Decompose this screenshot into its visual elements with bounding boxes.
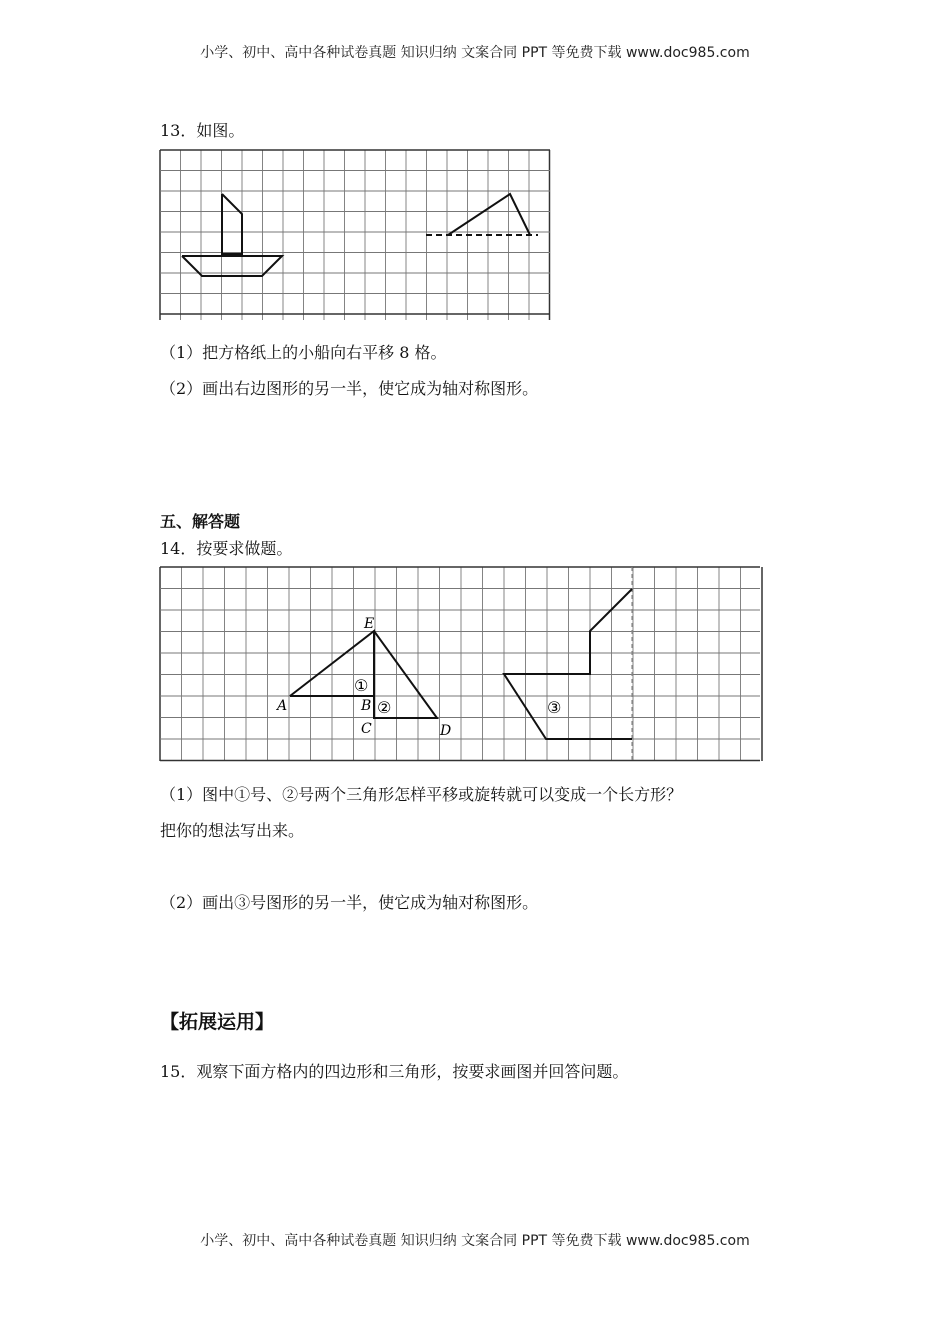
question-13-title: 13．如图。 xyxy=(160,121,245,140)
label-E: E xyxy=(364,616,375,632)
question-15-title: 15．观察下面方格内的四边形和三角形，按要求画图并回答问题。 xyxy=(160,1062,629,1081)
question-13-part-2: （2）画出右边图形的另一半，使它成为轴对称图形。 xyxy=(160,379,539,398)
grid-14-lines xyxy=(160,567,762,761)
marker-circled-2: ② xyxy=(377,698,392,717)
figure-3-half xyxy=(504,589,632,739)
label-C: C xyxy=(361,721,372,737)
label-D: D xyxy=(440,723,452,739)
label-A: A xyxy=(277,698,288,714)
grid-13-figure xyxy=(160,150,552,322)
extension-title: 【拓展运用】 xyxy=(160,1011,275,1033)
question-14-part-1-line-1: （1）图中①号、②号两个三角形怎样平移或旋转就可以变成一个长方形？ xyxy=(160,785,683,804)
boat-sail xyxy=(222,194,242,254)
marker-circled-3: ③ xyxy=(547,698,562,717)
grid-14-figure xyxy=(160,567,762,761)
half-figure xyxy=(448,194,530,235)
question-14-part-1-line-2: 把你的想法写出来。 xyxy=(160,821,305,840)
question-14-part-2: （2）画出③号图形的另一半，使它成为轴对称图形。 xyxy=(160,893,539,912)
page-footer: 小学、初中、高中各种试卷真题 知识归纳 文案合同 PPT 等免费下载 www.doc985.com xyxy=(200,1233,750,1249)
page-header: 小学、初中、高中各种试卷真题 知识归纳 文案合同 PPT 等免费下载 www.doc985.com xyxy=(200,45,750,61)
label-B: B xyxy=(361,698,372,714)
section-5-title: 五、解答题 xyxy=(160,512,241,531)
question-13-part-1: （1）把方格纸上的小船向右平移 8 格。 xyxy=(160,343,447,362)
marker-circled-1: ① xyxy=(354,676,369,695)
question-14-title: 14．按要求做题。 xyxy=(160,539,293,558)
